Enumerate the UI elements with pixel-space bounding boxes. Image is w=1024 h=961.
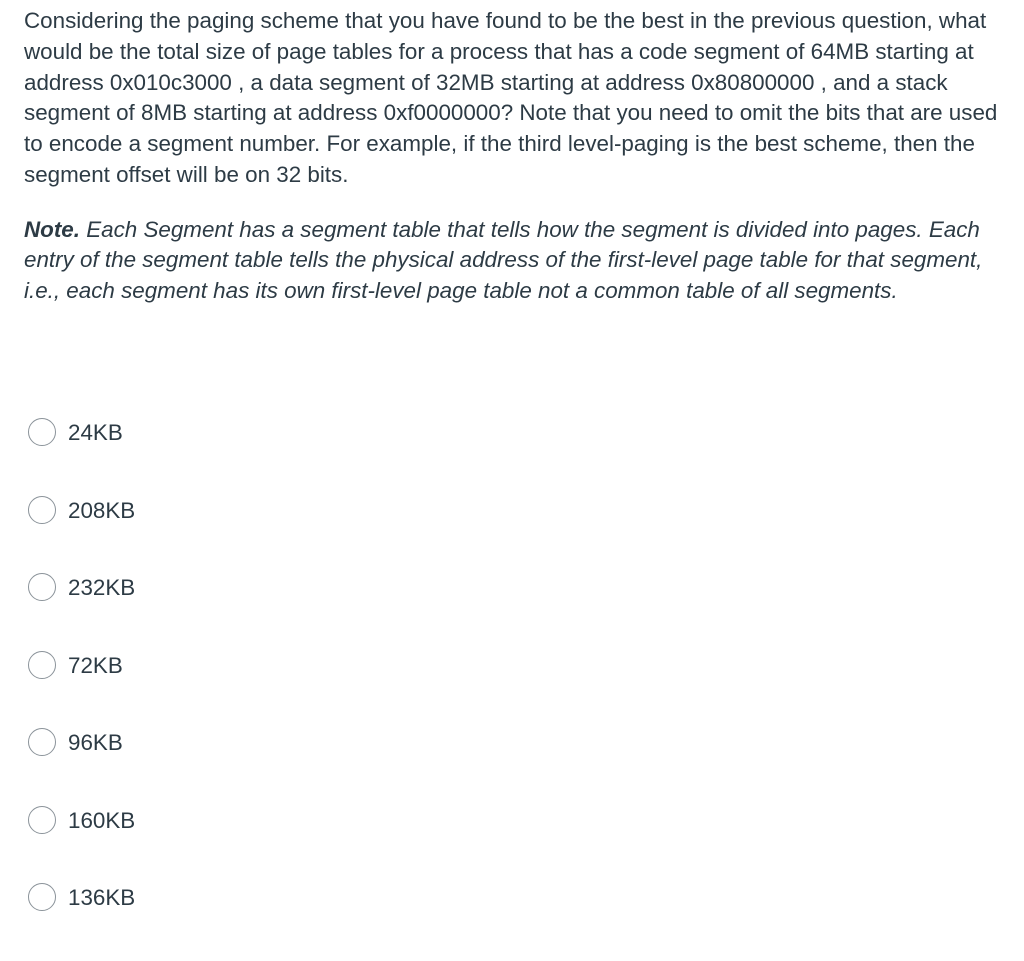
answer-label[interactable]: 72KB [68, 652, 123, 678]
question-block [24, 6, 999, 307]
answer-option[interactable] [28, 806, 428, 884]
answer-option[interactable] [28, 496, 428, 574]
answer-label[interactable]: 24KB [68, 420, 123, 445]
answer-option[interactable] [28, 651, 428, 729]
answer-label[interactable]: 232KB [68, 575, 136, 600]
radio-button[interactable] [28, 418, 56, 446]
answer-options [28, 418, 428, 961]
answer-label[interactable]: 136KB [68, 885, 136, 910]
answer-option[interactable] [28, 573, 428, 651]
radio-button[interactable] [28, 883, 56, 911]
question-text: Considering the paging scheme that you have found to be the best in the previous question, what would be the total size of page tables for a process that has a code segment of 64MB starting at address 0x010c3000 , a data segment of 32MB starting at address 0x80800000 , and a stack segment of 8MB starting at address 0xf0000000? Note that you need to omit the bits that are used to encode a segment number. For example, if the third level-paging is the best scheme, then the segment offset will be on 32 bits. [24, 8, 998, 187]
answer-label[interactable]: 160KB [68, 807, 136, 833]
radio-button[interactable] [28, 651, 56, 679]
answer-label[interactable]: 96KB [68, 730, 123, 755]
answer-option[interactable] [28, 728, 428, 806]
question-note [24, 215, 999, 307]
note-label: Note. [24, 216, 80, 242]
answer-option[interactable] [28, 883, 428, 961]
radio-button[interactable] [28, 573, 56, 601]
radio-button[interactable] [28, 728, 56, 756]
radio-button[interactable] [28, 496, 56, 524]
answer-label[interactable]: 208KB [68, 497, 136, 523]
radio-button[interactable] [28, 806, 56, 834]
note-text: Each Segment has a segment table that tells how the segment is divided into pages. Each entry of the segment table tells the physical address of the first-level page table for that segment, i.e., each segment has its own first-level page table not a common table of all segments. [24, 216, 983, 303]
answer-option[interactable] [28, 418, 428, 496]
